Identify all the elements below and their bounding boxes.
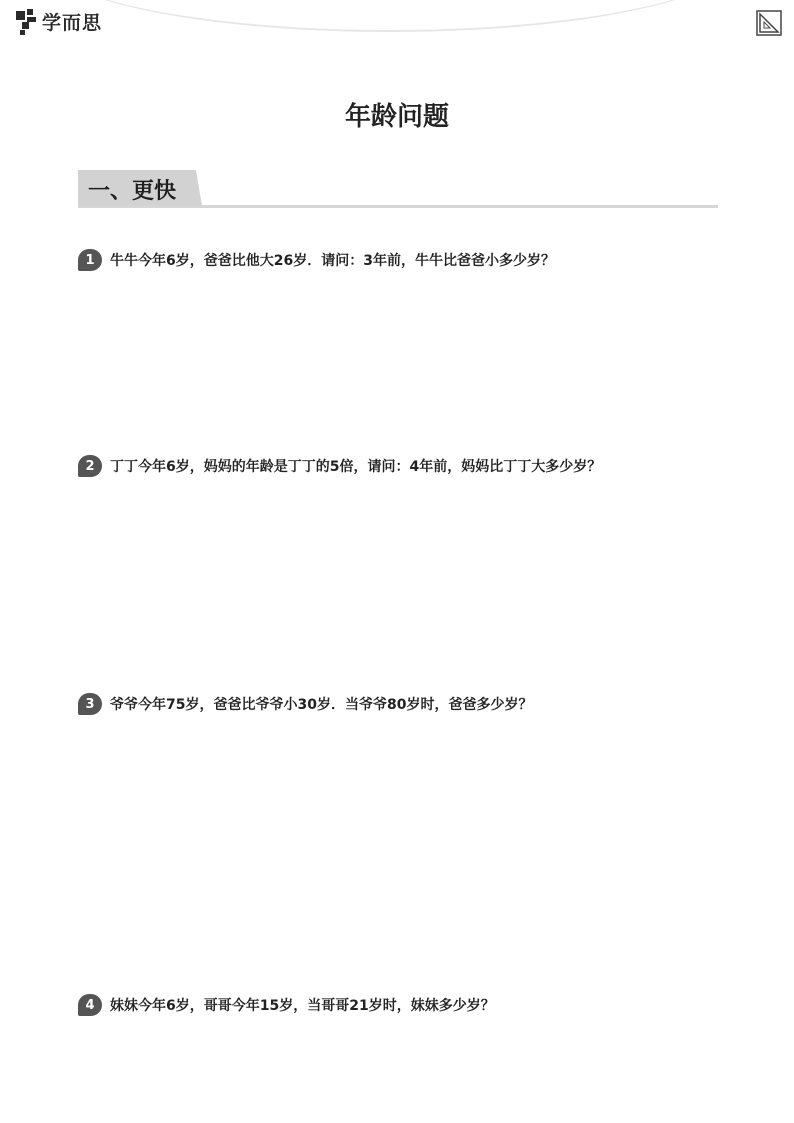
question-text: 丁丁今年6岁，妈妈的年龄是丁丁的5倍，请问：4年前，妈妈比丁丁大多少岁？	[110, 459, 602, 475]
question-text: 妹妹今年6岁，哥哥今年15岁，当哥哥21岁时，妹妹多少岁？	[110, 998, 495, 1014]
header-decor-arc	[40, 0, 740, 32]
question-number-badge: 2	[78, 455, 102, 477]
page-title: 年龄问题	[344, 102, 449, 132]
question-2	[78, 455, 601, 477]
question-number-badge: 1	[78, 249, 102, 271]
section-label: 一、更快	[88, 179, 177, 204]
section-header	[78, 170, 718, 210]
question-text: 牛牛今年6岁，爸爸比他大26岁．请问：3年前，牛牛比爸爸小多少岁？	[110, 253, 555, 269]
logo	[16, 8, 102, 35]
question-number-badge: 3	[78, 693, 102, 715]
xueersi-logo-icon	[16, 9, 38, 35]
question-4	[78, 994, 495, 1016]
ruler-triangle-icon	[756, 10, 782, 40]
question-3	[78, 693, 532, 715]
question-1	[78, 249, 555, 271]
question-number-badge: 4	[78, 994, 102, 1016]
logo-text: 学而思	[42, 12, 103, 34]
question-text: 爷爷今年75岁，爸爸比爷爷小30岁．当爷爷80岁时，爸爸多少岁？	[110, 697, 533, 713]
